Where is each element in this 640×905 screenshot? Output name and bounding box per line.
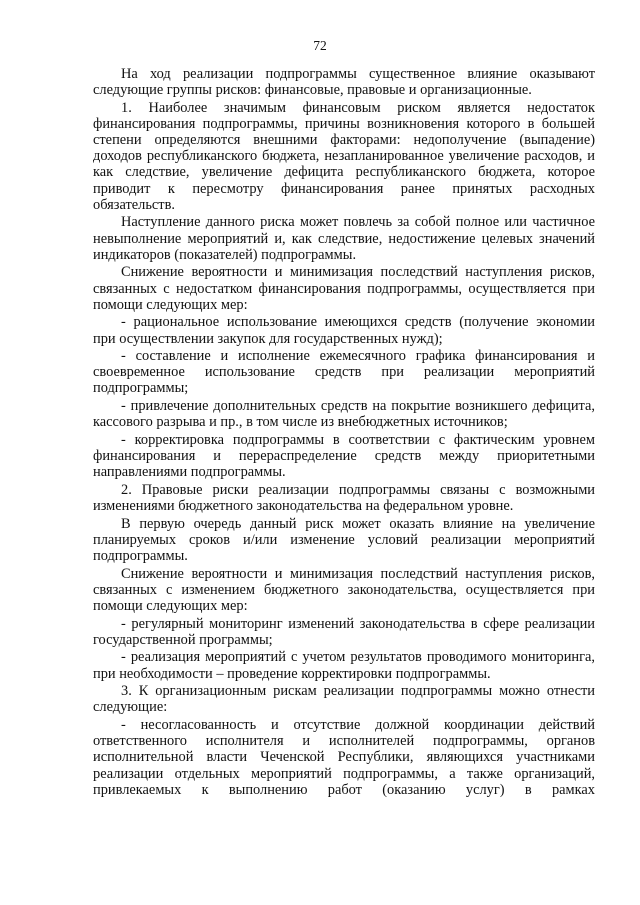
paragraph-organizational-risks: 3. К организационным рискам реализации подпрограммы можно отнести следующие: bbox=[93, 683, 595, 716]
paragraph-legal-mitigation-intro: Снижение вероятности и минимизация последствий наступления рисков, связанных с изменением бюджетного законодательства, осуществляется при помощи следующих мер: bbox=[93, 565, 595, 614]
list-item-financing-schedule: - составление и исполнение ежемесячного графика финансирования и своевременное использование средств при реализации мероприятий подпрограммы; bbox=[93, 348, 595, 397]
list-item-coordination: - несогласованность и отсутствие должной координации действий ответственного исполнителя и исполнителей подпрограммы, органов исполнительной власти Чеченской Республики, являющихся участниками реализации отдельных мероприятий подпрограммы, а также организаций, привлекаемых к выполнению работ (оказанию услуг) в рамках bbox=[93, 717, 595, 798]
list-item-monitoring: - регулярный мониторинг изменений законодательства в сфере реализации государственной программы; bbox=[93, 615, 595, 648]
paragraph-risk-consequences: Наступление данного риска может повлечь за собой полное или частичное невыполнение мероприятий и, как следствие, недостижение целевых значений индикаторов (показателей) подпрограммы. bbox=[93, 214, 595, 263]
list-item-additional-funds: - привлечение дополнительных средств на покрытие возникшего дефицита, кассового разрыва и пр., в том числе из внебюджетных источников; bbox=[93, 398, 595, 431]
paragraph-legal-risks: 2. Правовые риски реализации подпрограммы связаны с возможными изменениями бюджетного законодательства на федеральном уровне. bbox=[93, 481, 595, 515]
page-number: 72 bbox=[313, 38, 327, 53]
list-item-rational-use: - рациональное использование имеющихся средств (получение экономии при осуществлении закупок для государственных нужд); bbox=[93, 314, 595, 347]
paragraph-financial-risk: 1. Наиболее значимым финансовым риском является недостаток финансирования подпрограммы, причины возникновения которого в большей степени определяются внешними факторами: недополучение (выпадение) доходов республиканского бюджета, незапланированное увеличение расходов, и как следствие, увеличение дефицита республиканского бюджета, которое приводит к пересмотру финансирования ранее принятых расходных обязательств. bbox=[93, 99, 595, 213]
paragraph-legal-risk-impact: В первую очередь данный риск может оказать влияние на увеличение планируемых сроков и/или изменение условий реализации мероприятий подпрограммы. bbox=[93, 515, 595, 565]
paragraph-risk-groups-intro: На ход реализации подпрограммы существенное влияние оказывают следующие группы рисков: финансовые, правовые и организационные. bbox=[93, 66, 595, 99]
list-item-implementation: - реализация мероприятий с учетом результатов проводимого мониторинга, при необходимости – проведение корректировки подпрограммы. bbox=[93, 649, 595, 682]
document-body bbox=[93, 66, 595, 799]
paragraph-financial-mitigation-intro: Снижение вероятности и минимизация последствий наступления рисков, связанных с недостатком финансирования подпрограммы, осуществляется при помощи следующих мер: bbox=[93, 264, 595, 313]
list-item-program-adjustment: - корректировка подпрограммы в соответствии с фактическим уровнем финансирования и перераспределение средств между приоритетными направлениями подпрограммы. bbox=[93, 431, 595, 481]
